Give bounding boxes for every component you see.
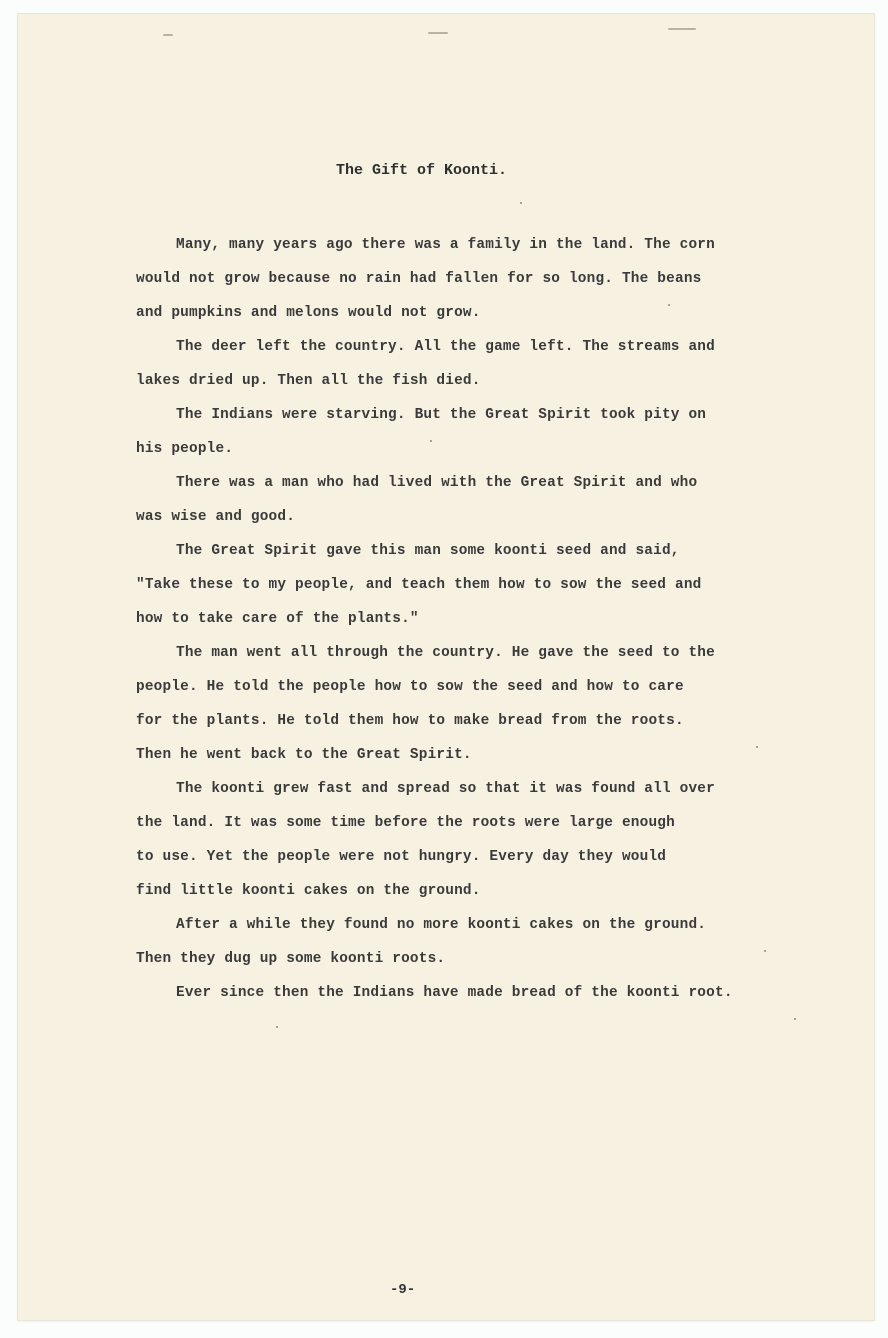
text-line: how to take care of the plants." bbox=[136, 611, 419, 627]
text-line: Ever since then the Indians have made bread of the koonti root. bbox=[176, 985, 733, 1001]
text-line: The man went all through the country. He gave the seed to the bbox=[176, 645, 715, 661]
top-mark-right bbox=[668, 28, 696, 30]
text-line: for the plants. He told them how to make bread from the roots. bbox=[136, 713, 684, 729]
text-line: The deer left the country. All the game left. The streams and bbox=[176, 339, 715, 355]
story-body bbox=[136, 228, 816, 1010]
text-line: the land. It was some time before the roots were large enough bbox=[136, 815, 675, 831]
top-mark-center bbox=[428, 32, 448, 34]
text-line: to use. Yet the people were not hungry. Every day they would bbox=[136, 849, 667, 865]
paper-speck bbox=[276, 1026, 278, 1028]
text-line: Then he went back to the Great Spirit. bbox=[136, 747, 472, 763]
page-number: -9- bbox=[390, 1282, 416, 1298]
text-line: Then they dug up some koonti roots. bbox=[136, 951, 446, 967]
text-line: would not grow because no rain had fallen for so long. The beans bbox=[136, 271, 702, 287]
text-line: There was a man who had lived with the Great Spirit and who bbox=[176, 475, 698, 491]
text-line: lakes dried up. Then all the fish died. bbox=[136, 373, 481, 389]
text-line: was wise and good. bbox=[136, 509, 296, 525]
text-line: The Great Spirit gave this man some koonti seed and said, bbox=[176, 543, 680, 559]
paper-speck bbox=[520, 202, 522, 204]
text-line: find little koonti cakes on the ground. bbox=[136, 883, 481, 899]
text-line: his people. bbox=[136, 441, 234, 457]
text-line: After a while they found no more koonti cakes on the ground. bbox=[176, 917, 707, 933]
text-line: and pumpkins and melons would not grow. bbox=[136, 305, 481, 321]
text-line: people. He told the people how to sow the seed and how to care bbox=[136, 679, 684, 695]
text-line: Many, many years ago there was a family in the land. The corn bbox=[176, 237, 715, 253]
text-line: The koonti grew fast and spread so that it was found all over bbox=[176, 781, 715, 797]
text-line: The Indians were starving. But the Great Spirit took pity on bbox=[176, 407, 707, 423]
document-title: The Gift of Koonti. bbox=[336, 162, 508, 179]
top-mark-left bbox=[163, 34, 173, 36]
text-line: "Take these to my people, and teach them how to sow the seed and bbox=[136, 577, 702, 593]
paper-speck bbox=[794, 1018, 796, 1020]
